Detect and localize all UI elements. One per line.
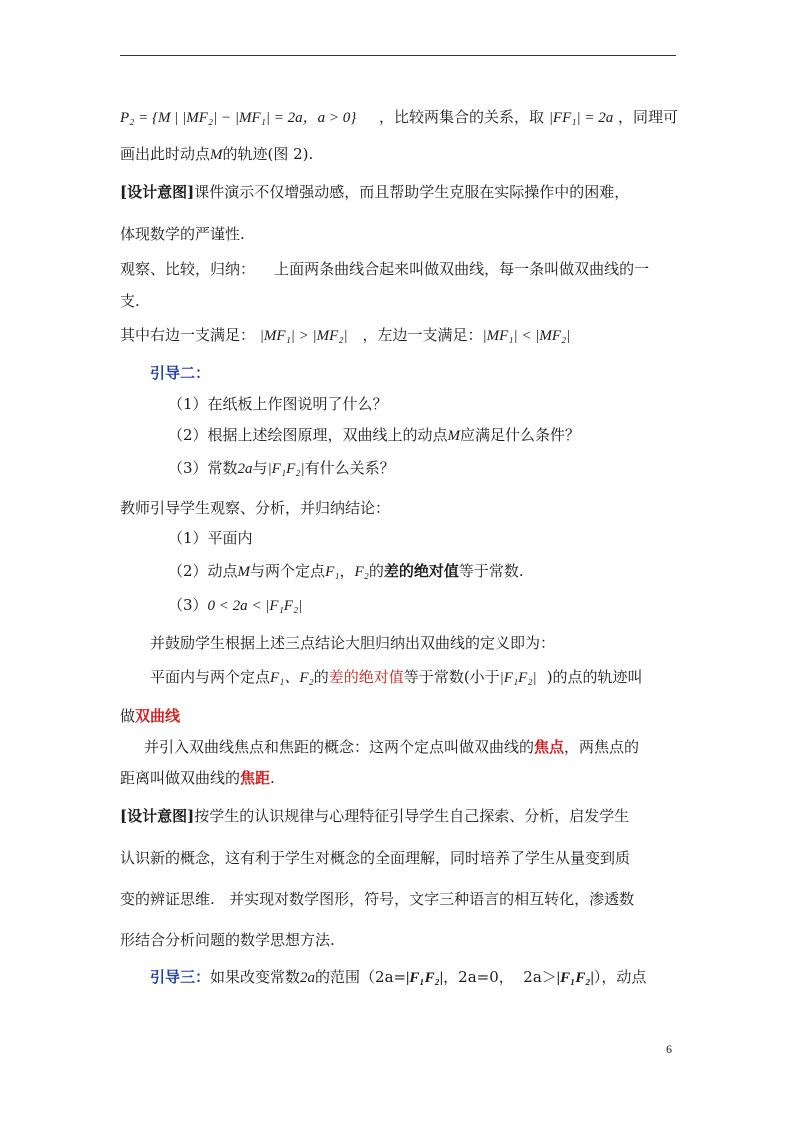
design-intent-tag: [设计意图] — [120, 183, 195, 201]
text-span: （2）根据上述绘图原理，双曲线上的动点 — [168, 426, 448, 444]
absolute-difference-bold: 差的绝对值 — [383, 562, 459, 580]
text-span: 等于常数. — [458, 562, 524, 580]
text-span: 等于常数(小于 — [403, 668, 500, 686]
design-intent-tag: [设计意图] — [120, 807, 195, 825]
text-span: （2）动点 — [168, 562, 238, 580]
math-f1: F₁ — [325, 564, 340, 580]
design-intent-line-4 — [120, 889, 634, 909]
definition-line-1 — [150, 667, 643, 688]
f1f2-formula: |F₁F₂| — [556, 970, 594, 986]
math-f1-f2: F₁、F₂ — [270, 670, 314, 686]
text-span: ，2a=0， 2a＞ — [443, 968, 557, 986]
text-span: 并引入双曲线焦点和焦距的概念：这两个定点叫做双曲线的 — [144, 738, 535, 756]
text-span: 的轨迹(图 2). — [222, 145, 314, 163]
math-2a: 2a — [237, 461, 253, 477]
encourage-line — [150, 633, 555, 653]
right-branch-formula: |MF₁| > |MF₂| — [259, 328, 348, 344]
text-span: 画出此时动点 — [120, 145, 211, 163]
header-rule — [120, 55, 676, 56]
design-intent-line-5 — [120, 930, 335, 950]
design-intent-line-3 — [120, 848, 630, 868]
text-span: 的 — [313, 668, 329, 686]
text-span: ，左边一支满足： — [362, 326, 483, 344]
text-span: （1）平面内 — [168, 529, 253, 547]
guide-three-label: 引导三： — [150, 968, 211, 986]
conclusion-1 — [168, 528, 253, 548]
text-span: ，比较两集合的关系，取 — [379, 108, 545, 126]
text-span: （3）常数 — [168, 459, 238, 477]
design-intent-1 — [120, 182, 629, 202]
focus-intro-line-2 — [120, 768, 275, 788]
text-span: 平面内与两个定点 — [150, 668, 271, 686]
guide-two-q2 — [168, 425, 580, 446]
guide-two-q3 — [168, 458, 395, 479]
text-span: )的点的轨迹叫 — [546, 668, 643, 686]
design-intent-2 — [120, 806, 629, 826]
math-2a: 2a — [300, 970, 316, 986]
ff1-formula: |FF₁| = 2a — [548, 110, 614, 126]
math-m: M — [447, 428, 461, 444]
text-span: 课件演示不仅增强动感，而且帮助学生克服在实际操作中的困难， — [194, 183, 630, 201]
text-span: ， — [339, 562, 355, 580]
guide-two-title — [150, 363, 210, 383]
guide-three-line — [150, 967, 646, 988]
definition-line-2 — [120, 706, 180, 726]
text-line-4 — [120, 224, 245, 244]
text-span: ），动点 — [593, 968, 647, 986]
text-span: . — [270, 769, 275, 787]
guide-two-label: 引导二： — [150, 364, 211, 382]
text-line-1 — [120, 107, 678, 128]
left-branch-formula: |MF₁| < |MF₂| — [482, 328, 571, 344]
text-span: （1）在纸板上作图说明了什么？ — [168, 395, 388, 413]
guide-two-q1 — [168, 394, 388, 414]
conclusion-3 — [168, 595, 302, 616]
conclusion-2 — [168, 561, 524, 582]
text-span: （3） — [168, 596, 208, 614]
text-line-5 — [120, 259, 649, 279]
text-span: 并鼓励学生根据上述三点结论大胆归纳出双曲线的定义即为： — [150, 634, 556, 652]
text-span: ，同理可 — [618, 108, 679, 126]
text-span: 与两个定点 — [250, 562, 326, 580]
text-span: 应满足什么条件？ — [460, 426, 581, 444]
f1f2-formula: |F₁F₂| — [267, 461, 305, 477]
text-span: 形结合分析问题的数学思想方法. — [120, 931, 335, 949]
text-span: 距离叫做双曲线的 — [120, 769, 241, 787]
text-span: 的 — [368, 562, 384, 580]
text-span: 认识新的概念，这有利于学生对概念的全面理解，同时培养了学生从量变到质 — [120, 849, 631, 867]
math-m: M — [237, 564, 251, 580]
text-span: 支. — [120, 292, 140, 310]
text-span: 的范围（2a= — [315, 968, 407, 986]
text-span: 做 — [120, 707, 136, 725]
hyperbola-term: 双曲线 — [135, 707, 181, 725]
text-span: 有什么关系？ — [304, 459, 395, 477]
inequality-formula: 0 < 2a < |F₁F₂| — [207, 598, 303, 614]
text-span: 观察、比较，归纳： 上面两条曲线合起来叫做双曲线，每一条叫做双曲线的一 — [120, 260, 650, 278]
page-number: 6 — [666, 1042, 672, 1056]
math-m: M — [210, 147, 223, 163]
text-line-2 — [120, 144, 313, 165]
teacher-guidance — [120, 498, 390, 518]
f1f2-formula: |F₁F₂| — [499, 670, 537, 686]
text-span: 变的辨证思维. 并实现对数学图形，符号，文字三种语言的相互转化，渗透数 — [120, 890, 635, 908]
focus-term: 焦点 — [534, 738, 565, 756]
text-span: 教师引导学生观察、分析，并归纳结论： — [120, 499, 391, 517]
set-definition-formula: P₂ = {M | |MF₂| − |MF₁| = 2a，a > 0} — [120, 110, 357, 126]
text-span: ，两焦点的 — [564, 738, 640, 756]
text-span: 体现数学的严谨性. — [120, 225, 245, 243]
text-line-6 — [120, 291, 140, 311]
text-span: 按学生的认识规律与心理特征引导学生自己探索、分析，启发学生 — [194, 807, 630, 825]
f1f2-formula: |F₁F₂| — [406, 970, 444, 986]
focus-intro-line-1 — [144, 737, 639, 757]
absolute-difference-red: 差的绝对值 — [328, 668, 404, 686]
focal-distance-term: 焦距 — [240, 769, 271, 787]
math-f2: F₂ — [354, 564, 369, 580]
text-span: 与 — [252, 459, 268, 477]
text-line-7 — [120, 325, 570, 346]
text-span: 其中右边一支满足： — [120, 326, 256, 344]
text-span: 如果改变常数 — [210, 968, 301, 986]
